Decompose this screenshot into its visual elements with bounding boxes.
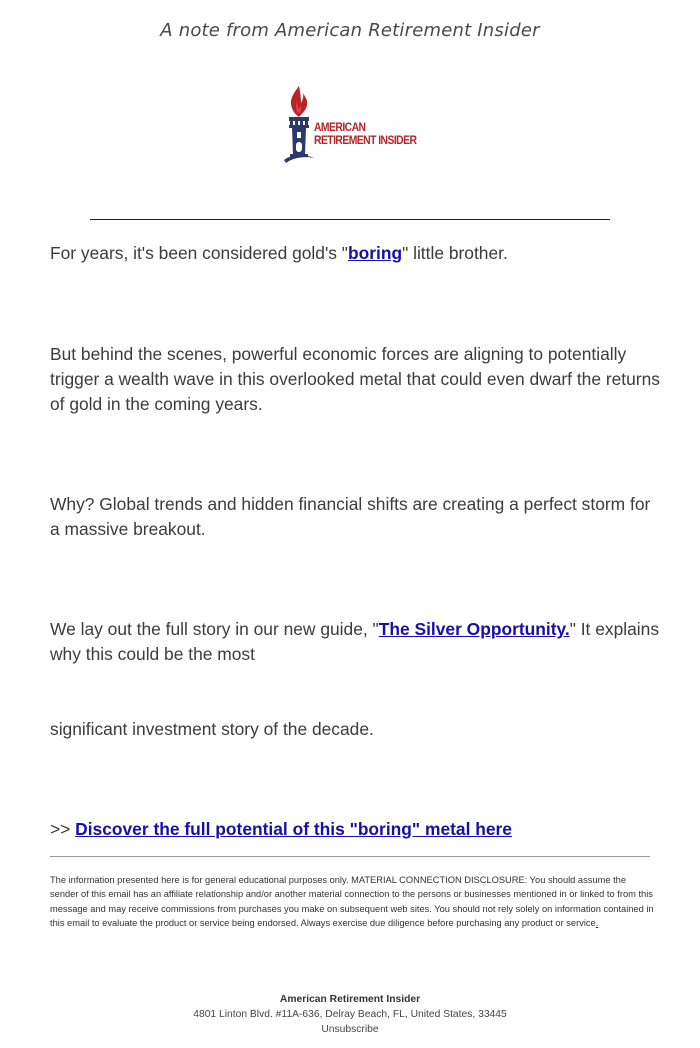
american-retirement-insider-logo[interactable] — [281, 84, 421, 166]
cta-prefix: >> — [50, 819, 76, 839]
header-note: A note from American Retirement Insider — [160, 20, 540, 41]
footer-address: 4801 Linton Blvd. #11A-636, Delray Beach, FL, United States, 33445 — [193, 1009, 507, 1020]
paragraph-forces: But behind the scenes, powerful economic forces are aligning to potentially trigger a wealth wave in this overlooked metal that could even dwarf the returns of gold in the coming years. — [50, 344, 660, 414]
paragraph-why: Why? Global trends and hidden financial shifts are creating a perfect storm for a massive breakout. — [50, 494, 651, 539]
paragraph-intro — [50, 241, 660, 266]
disclaimer — [50, 873, 654, 931]
paragraph-significant: significant investment story of the decade. — [50, 719, 374, 739]
disclaimer-text: The information presented here is for general educational purposes only. MATERIAL CONNECTION DISCLOSURE: You should assume the sender of this email has an affiliate relationship and/or another material connection to the persons or businesses mentioned in or linked to from this message and may receive commissions from purchases you make on subsequent web sites. You should not rely solely on information contained in this email to evaluate the product or service being endorsed. Always exercise due diligence before purchasing any product or service — [50, 875, 654, 929]
footer-company: American Retirement Insider — [279, 994, 421, 1005]
footer — [0, 992, 700, 1037]
logo-wordmark — [314, 122, 416, 148]
call-to-action — [50, 817, 660, 842]
paragraph-guide — [50, 617, 660, 667]
logo-line-1: AMERICAN — [314, 122, 366, 134]
logo-line-2: RETIREMENT INSIDER — [314, 135, 417, 147]
silver-opportunity-link[interactable]: The Silver Opportunity. — [378, 619, 570, 639]
guide-text-before: We lay out the full story in our new guide, " — [50, 619, 379, 639]
disclaimer-trailing: . — [595, 918, 599, 929]
guide-text-after: " It explains why this could be the most — [50, 619, 660, 664]
unsubscribe-link[interactable]: Unsubscribe — [321, 1024, 379, 1035]
header-divider — [90, 219, 610, 220]
discover-link[interactable]: Discover the full potential of this "boring" metal here — [75, 819, 512, 839]
intro-text-after: " little brother. — [402, 243, 508, 263]
intro-text-before: For years, it's been considered gold's " — [50, 243, 348, 263]
boring-link[interactable]: boring — [347, 243, 403, 263]
disclaimer-divider — [50, 856, 650, 857]
